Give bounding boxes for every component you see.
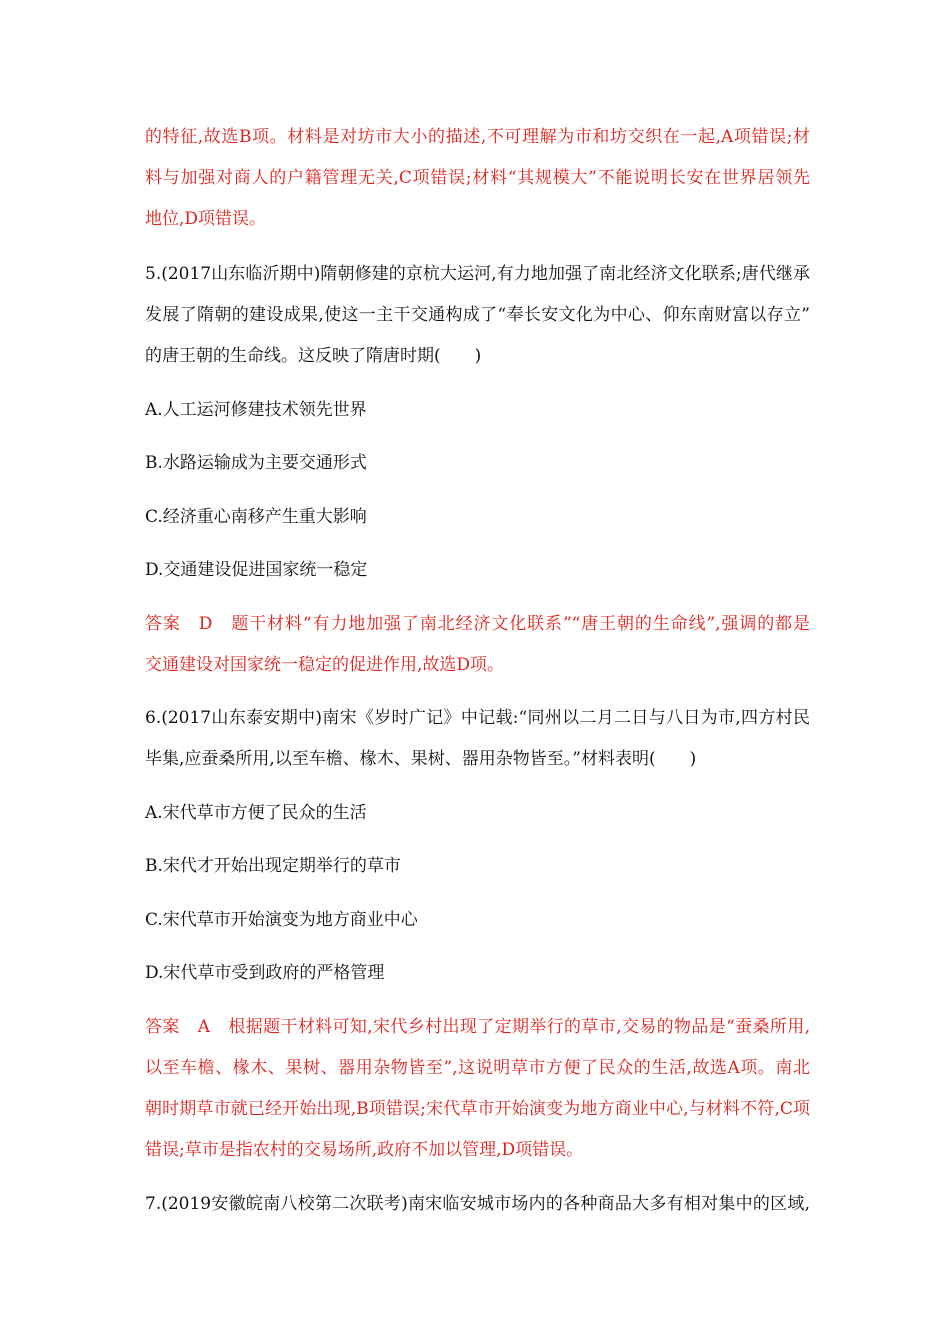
q6-stem-line: 毕集,应蚕桑所用,以至车檐、椽木、果树、器用杂物皆至。”材料表明( ): [145, 749, 697, 769]
prev-answer-line: 的特征,故选B项。材料是对坊市大小的描述,不可理解为市和坊交织在一起,A项错误;材: [145, 127, 810, 147]
prev-answer-line: 地位,D项错误。: [145, 209, 267, 229]
q5-answer-line: 交通建设对国家统一稳定的促进作用,故选D项。: [145, 655, 505, 675]
q6-answer-line: 以至车檐、椽木、果树、器用杂物皆至”,这说明草市方便了民众的生活,故选A项。南北: [145, 1058, 810, 1078]
q6-answer-line: [145, 1015, 810, 1039]
q5-answer-line: [145, 612, 810, 636]
answer-text: 根据题干材料可知,宋代乡村出现了定期举行的草市,交易的物品是“蚕桑所用,: [228, 1017, 811, 1037]
q6-option-d: D.宋代草市受到政府的严格管理: [145, 963, 385, 983]
q6-option-a: A.宋代草市方便了民众的生活: [145, 803, 367, 823]
q5-stem-line: 的唐王朝的生命线。这反映了隋唐时期( ): [145, 346, 482, 366]
answer-label: 答案: [145, 1017, 180, 1037]
q7-stem-line: 7.(2019安徽皖南八校第二次联考)南宋临安城市场内的各种商品大多有相对集中的区域,: [145, 1194, 810, 1214]
q5-option-b: B.水路运输成为主要交通形式: [145, 453, 367, 473]
q5-stem-line: 5.(2017山东临沂期中)隋朝修建的京杭大运河,有力地加强了南北经济文化联系;唐代继承: [145, 264, 810, 284]
q5-option-d: D.交通建设促进国家统一稳定: [145, 560, 368, 580]
q6-option-c: C.宋代草市开始演变为地方商业中心: [145, 910, 418, 930]
q5-option-a: A.人工运河修建技术领先世界: [145, 400, 367, 420]
q6-answer-line: 朝时期草市就已经开始出现,B项错误;宋代草市开始演变为地方商业中心,与材料不符,C项: [145, 1099, 810, 1119]
answer-key: A: [197, 1017, 211, 1037]
q6-answer-line: 错误;草市是指农村的交易场所,政府不加以管理,D项错误。: [145, 1140, 584, 1160]
q5-option-c: C.经济重心南移产生重大影响: [145, 507, 367, 527]
q6-stem-line: 6.(2017山东泰安期中)南宋《岁时广记》中记载:“同州以二月二日与八日为市,四方村民: [145, 708, 810, 728]
answer-text: 题干材料“有力地加强了南北经济文化联系”“唐王朝的生命线”,强调的都是: [230, 614, 811, 634]
q6-option-b: B.宋代才开始出现定期举行的草市: [145, 856, 401, 876]
prev-answer-line: 料与加强对商人的户籍管理无关,C项错误;材料“其规模大”不能说明长安在世界居领先: [145, 168, 810, 188]
q5-stem-line: 发展了隋朝的建设成果,使这一主干交通构成了“奉长安文化为中心、仰东南财富以存立”: [145, 305, 810, 325]
answer-key: D: [198, 614, 213, 634]
answer-label: 答案: [145, 614, 181, 634]
